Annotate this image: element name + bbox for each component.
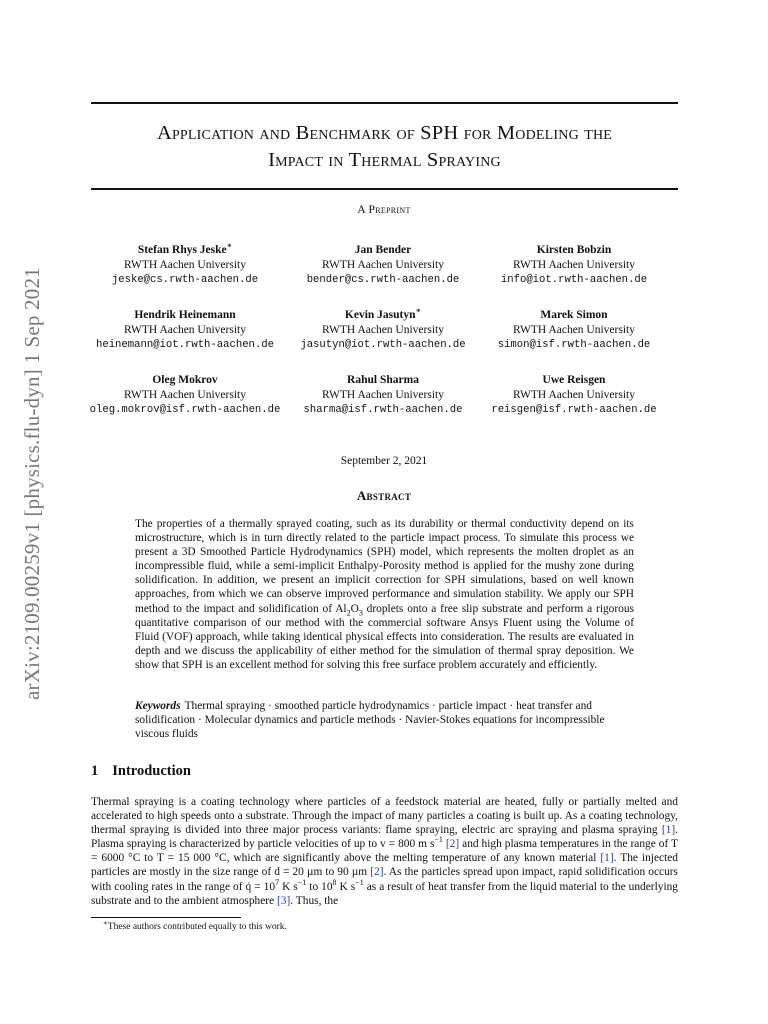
citation-link[interactable]: [1] xyxy=(661,824,676,837)
author-block xyxy=(85,373,285,418)
author-email[interactable]: jasutyn@iot.rwth-aachen.de xyxy=(300,339,466,351)
author-name: Uwe Reisgen xyxy=(542,374,606,386)
author-name: Hendrik Heinemann xyxy=(134,309,236,321)
author-block xyxy=(283,373,483,418)
author-block xyxy=(474,308,674,353)
author-email[interactable]: jeske@cs.rwth-aachen.de xyxy=(111,274,259,286)
citation-link[interactable]: [2] xyxy=(370,866,384,879)
author-name: Kevin Jasutyn∗ xyxy=(344,306,422,321)
author-block xyxy=(283,308,483,353)
author-block xyxy=(85,308,285,353)
title-line-1: Application and Benchmark of SPH for Modeling the xyxy=(156,122,613,144)
footnote: ∗These authors contributed equally to this work. xyxy=(103,918,287,932)
author-name: Rahul Sharma xyxy=(347,374,419,386)
keywords-text: Thermal spraying · smoothed particle hydrodynamics · particle impact · heat transfer and solidification · Molecular dynamics and particle methods · Navier-Stokes equations for incompressible viscous fluids xyxy=(135,700,605,741)
author-email[interactable]: heinemann@iot.rwth-aachen.de xyxy=(95,339,274,351)
title-rule-top xyxy=(91,102,678,104)
author-affiliation: RWTH Aachen University xyxy=(123,389,246,401)
author-affiliation: RWTH Aachen University xyxy=(512,389,635,401)
author-affiliation: RWTH Aachen University xyxy=(321,259,444,271)
author-name: Marek Simon xyxy=(540,309,608,321)
author-email[interactable]: info@iot.rwth-aachen.de xyxy=(500,274,648,286)
author-name: Oleg Mokrov xyxy=(152,374,218,386)
citation-link[interactable]: [3] xyxy=(277,894,291,907)
introduction-paragraph: Thermal spraying is a coating technology where particles of a feedstock material are heated, fully or partially melted and accelerated to high speeds onto a substrate. Through the impact of many particles a coating is built up. As a coating technology, thermal spraying is divided into three major process variants: flame spraying, electric arc spraying and plasma spraying [1]. Plasma spraying is characterized by particle velocities of up to v = 800 m $s^{-1}$ [2] and high plasma temperatures in the range of T = 6000 °C to T = 15 000 °C, which are significantly above the melting temperature of any known material [1]. The injected particles are mostly in the size range of d = 20 µm to 90 µm [2]. As the particles spread upon impact, rapid solidification occurs with cooling rates in the range of q̇ = $10^7$ K $s^{-1}$ to $10^8$ K $s^{-1}$ as a result of heat transfer from the liquid material to the underlying substrate and to the ambient atmosphere [3]. Thus, the xyxy=(91,796,679,907)
preprint-label: A Preprint xyxy=(357,204,411,216)
author-affiliation: RWTH Aachen University xyxy=(321,324,444,336)
section-number: 1 xyxy=(91,763,99,779)
keywords-label: Keywords xyxy=(135,700,181,712)
title-line-2: Impact in Thermal Spraying xyxy=(268,149,501,171)
author-affiliation: RWTH Aachen University xyxy=(321,389,444,401)
citation-link[interactable]: [1] xyxy=(600,852,614,865)
keywords xyxy=(135,699,634,741)
author-affiliation: RWTH Aachen University xyxy=(512,324,635,336)
author-email[interactable]: sharma@isf.rwth-aachen.de xyxy=(303,404,463,416)
citation-link[interactable]: [2] xyxy=(445,838,460,851)
arxiv-identifier: arXiv:2109.00259v1 [physics.flu-dyn] 1 Sep 2021 xyxy=(20,267,44,700)
author-name: Jan Bender xyxy=(354,244,412,256)
author-affiliation: RWTH Aachen University xyxy=(123,259,246,271)
author-name: Kirsten Bobzin xyxy=(536,244,612,256)
section-heading xyxy=(91,763,191,780)
author-affiliation: RWTH Aachen University xyxy=(512,259,635,271)
footnote-rule xyxy=(91,917,241,918)
section-title: Introduction xyxy=(112,763,191,779)
author-name: Stefan Rhys Jeske∗ xyxy=(137,241,233,256)
publication-date: September 2, 2021 xyxy=(340,455,428,467)
paper-title xyxy=(91,120,678,174)
author-block xyxy=(85,243,285,288)
author-block xyxy=(283,243,483,288)
author-email[interactable]: oleg.mokrov@isf.rwth-aachen.de xyxy=(89,404,281,416)
author-email[interactable]: simon@isf.rwth-aachen.de xyxy=(497,339,651,351)
author-email[interactable]: reisgen@isf.rwth-aachen.de xyxy=(491,404,657,416)
title-rule-bottom xyxy=(91,188,678,190)
author-affiliation: RWTH Aachen University xyxy=(123,324,246,336)
author-block xyxy=(474,373,674,418)
abstract-body: The properties of a thermally sprayed coating, such as its durability or thermal conductivity depend on its microstructure, which is in turn directly related to the particle impact process. To simulate this process we present a 3D Smoothed Particle Hydrodynamics (SPH) model, which represents the molten droplet as an incompressible fluid, while a semi-implicit Enthalpy-Porosity method is applied for the mushy zone during solidification. In addition, we present an implicit correction for SPH simulations, based on well known approaches, from which we can observe improved performance and simulation stability. We apply our SPH method to the impact and solidification of $Al_2O_3$ droplets onto a free slip substrate and perform a rigorous quantitative comparison of our method with the commercial software Ansys Fluent using the Volume of Fluid (VOF) approach, while taking identical physical effects into consideration. The results are evaluated in depth and we discuss the applicability of either method for the simulation of thermal spray deposition. We show that SPH is an excellent method for solving this free surface problem accurately and efficiently. xyxy=(135,518,634,671)
abstract-heading: Abstract xyxy=(356,488,412,503)
author-email[interactable]: bender@cs.rwth-aachen.de xyxy=(306,274,460,286)
author-block xyxy=(474,243,674,288)
